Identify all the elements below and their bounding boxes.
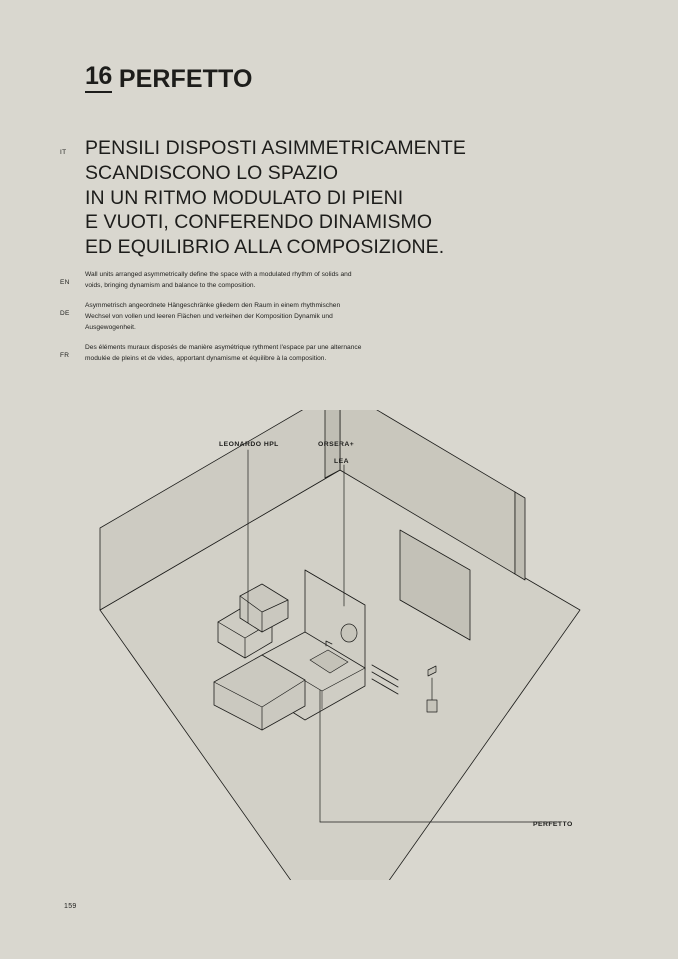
translation-row-de: [60, 301, 390, 333]
statement-language-tag: IT: [60, 149, 67, 156]
page-number: 159: [64, 903, 77, 910]
callout-lea: LEA: [334, 458, 349, 465]
page-header: [85, 62, 253, 93]
statement-line: PENSILI DISPOSTI ASIMMETRICAMENTE: [85, 137, 466, 159]
statement-line: SCANDISCONO LO SPAZIO: [85, 161, 339, 184]
statement-line: IN UN RITMO MODULATO DI PIENI: [85, 186, 404, 209]
translation-text: Asymmetrisch angeordnete Hängeschränke gliedern den Raum in einem rhythmischen Wechsel von vollen und leeren Flächen und verleihen der Komposition Dynamik und Ausgewogenheit.: [85, 302, 341, 331]
translation-row-en: [60, 270, 390, 291]
translation-language-tag: EN: [60, 279, 70, 286]
statement-text: [85, 136, 466, 260]
callout-perfetto: PERFETTO: [533, 821, 573, 828]
statement-line: E VUOTI, CONFERENDO DINAMISMO: [85, 211, 433, 234]
translation-row-fr: [60, 343, 390, 364]
translations-block: [60, 270, 390, 375]
translation-language-tag: DE: [60, 310, 70, 318]
translation-language-tag: FR: [60, 352, 70, 360]
translation-text: Wall units arranged asymmetrically define the space with a modulated rhythm of solids and voids, bringing dynamism and balance to the composition.: [85, 271, 352, 289]
callout-orsera: ORSERA+: [318, 441, 355, 448]
chapter-number: 16: [85, 62, 112, 93]
translation-text: Des éléments muraux disposés de manière asymétrique rythment l'espace par une alternance modulée de pleins et de vides, apportant dynamisme et équilibre à la composition.: [85, 344, 362, 363]
page-title: PERFETTO: [118, 65, 253, 93]
statement-line: ED EQUILIBRIO ALLA COMPOSIZIONE.: [85, 236, 445, 258]
statement-block: [60, 136, 540, 260]
product-illustration: [0, 410, 678, 880]
callout-leonardo-hpl: LEONARDO HPL: [219, 441, 279, 448]
